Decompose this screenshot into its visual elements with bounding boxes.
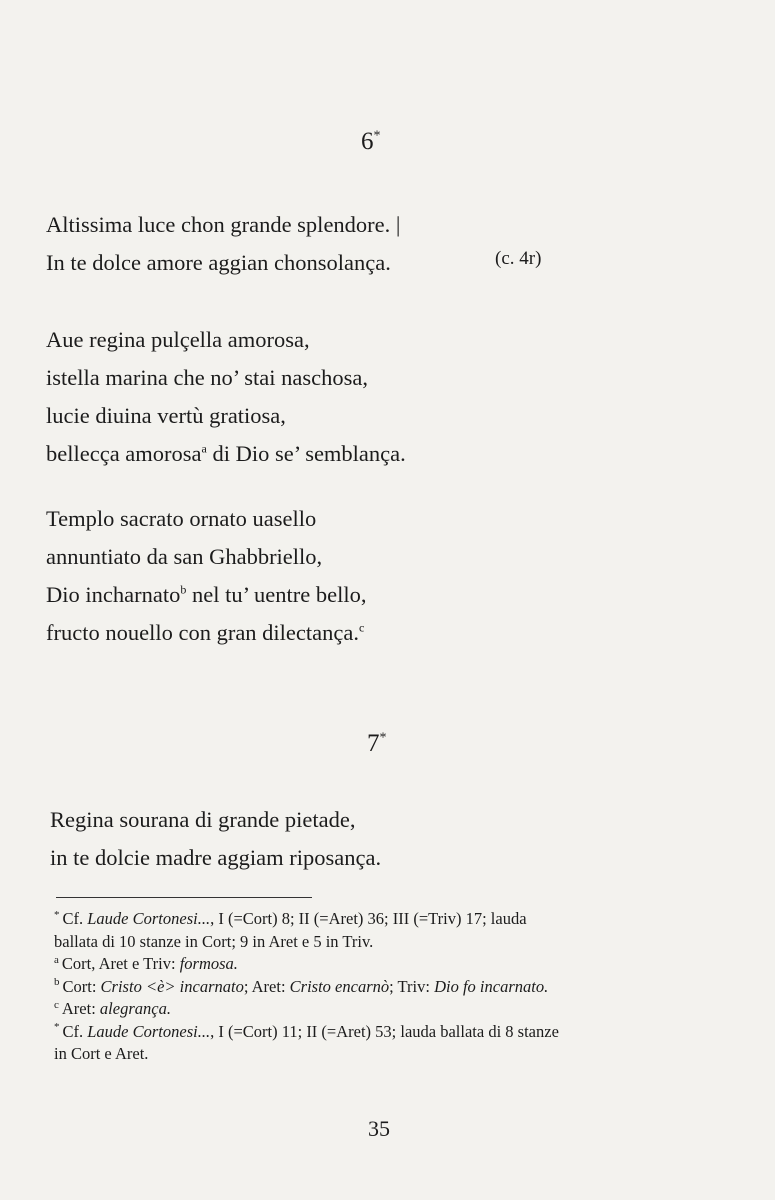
poem-6-number-text: 6: [361, 128, 374, 155]
footnote-mark: *: [54, 1021, 60, 1033]
verse-line: Altissima luce chon grande splendore. |: [46, 212, 401, 237]
footnote-marker-a: a: [201, 441, 207, 456]
verse-line: lucie diuina vertù gratiosa,: [46, 403, 286, 428]
footnote-marker-b: b: [180, 582, 187, 597]
footnote-poem-6: [54, 908, 559, 931]
footnote-mark: b: [54, 976, 60, 988]
footnotes: [54, 908, 559, 1066]
footnote-separator: [56, 897, 312, 898]
footnote-variant: formosa.: [179, 954, 238, 973]
verse-line: Aue regina pulçella amorosa,: [46, 327, 310, 352]
footnote-variant: Cristo <è> incarnato: [100, 976, 244, 996]
footnote-variant: Dio fo incarnato.: [434, 976, 549, 996]
footnote-marker-c: c: [359, 620, 365, 635]
footnote-text: , I (=Cort) 11; II (=Aret) 53; lauda ballata di 8 stanze: [210, 1021, 559, 1041]
footnote-mark: *: [54, 908, 60, 921]
footnote-mark: c: [54, 998, 59, 1011]
poem-7-number-text: 7: [367, 730, 380, 757]
footnote-title: Laude Cortonesi...: [87, 909, 211, 928]
footnote-text: ; Triv:: [389, 976, 435, 996]
verse-line: [46, 435, 406, 473]
footnote-text: ; Aret:: [243, 976, 290, 996]
footnote-title: Laude Cortonesi...: [87, 1021, 211, 1041]
verse-line: [46, 576, 367, 614]
footnote-variant: Cristo encarnò: [289, 976, 390, 996]
footnote-poem-7-cont: in Cort e Aret.: [54, 1044, 149, 1063]
verse-line: annuntiato da san Ghabbriello,: [46, 544, 323, 569]
footnote-text: Cf.: [62, 1021, 88, 1041]
poem-6-stanza-2: [46, 500, 367, 652]
footnote-text: Aret:: [61, 999, 100, 1018]
footnote-mark: a: [54, 953, 59, 966]
poem-6-asterisk: *: [373, 128, 381, 144]
verse-text: bellecça amorosa: [46, 441, 202, 466]
verse-line: Templo sacrato ornato uasello: [46, 506, 317, 531]
footnote-a: [54, 953, 559, 976]
verse-line: istella marina che no’ stai naschosa,: [46, 365, 368, 390]
page-number: 35: [368, 1116, 390, 1141]
footnote-text: Cort, Aret e Triv:: [61, 954, 180, 973]
footnote-text: Cf.: [62, 909, 88, 928]
verse-text: nel tu’ uentre bello,: [186, 582, 367, 607]
verse-line: [46, 614, 367, 652]
footnote-poem-7: [54, 1021, 559, 1044]
verse-line: in te dolcie madre aggiam riposança.: [50, 845, 382, 870]
verse-text: Dio incharnato: [46, 582, 181, 607]
verse-line: Regina sourana di grande pietade,: [50, 807, 356, 832]
poem-7-asterisk: *: [379, 730, 387, 746]
poem-7-number: [367, 730, 387, 758]
footnote-text: Cort:: [62, 976, 101, 996]
footnote-poem-6-cont: ballata di 10 stanze in Cort; 9 in Aret e 5 in Triv.: [54, 931, 374, 951]
footnote-b: [54, 976, 559, 999]
folio-reference: (c. 4r): [495, 248, 542, 269]
poem-6-stanza-1: [46, 321, 406, 473]
footnote-text: , I (=Cort) 8; II (=Aret) 36; III (=Triv) 17; lauda: [210, 909, 527, 928]
verse-line: In te dolce amore aggian chonsolança.: [46, 250, 391, 275]
poem-6-refrain: [46, 206, 400, 282]
footnote-c: [54, 998, 559, 1021]
footnote-variant: alegrança.: [99, 999, 171, 1018]
poem-6-number: [361, 128, 381, 156]
verse-text: fructo nouello con gran dilectança.: [46, 620, 359, 645]
poem-7-refrain: [50, 801, 381, 877]
verse-text: di Dio se’ semblança.: [206, 441, 406, 466]
